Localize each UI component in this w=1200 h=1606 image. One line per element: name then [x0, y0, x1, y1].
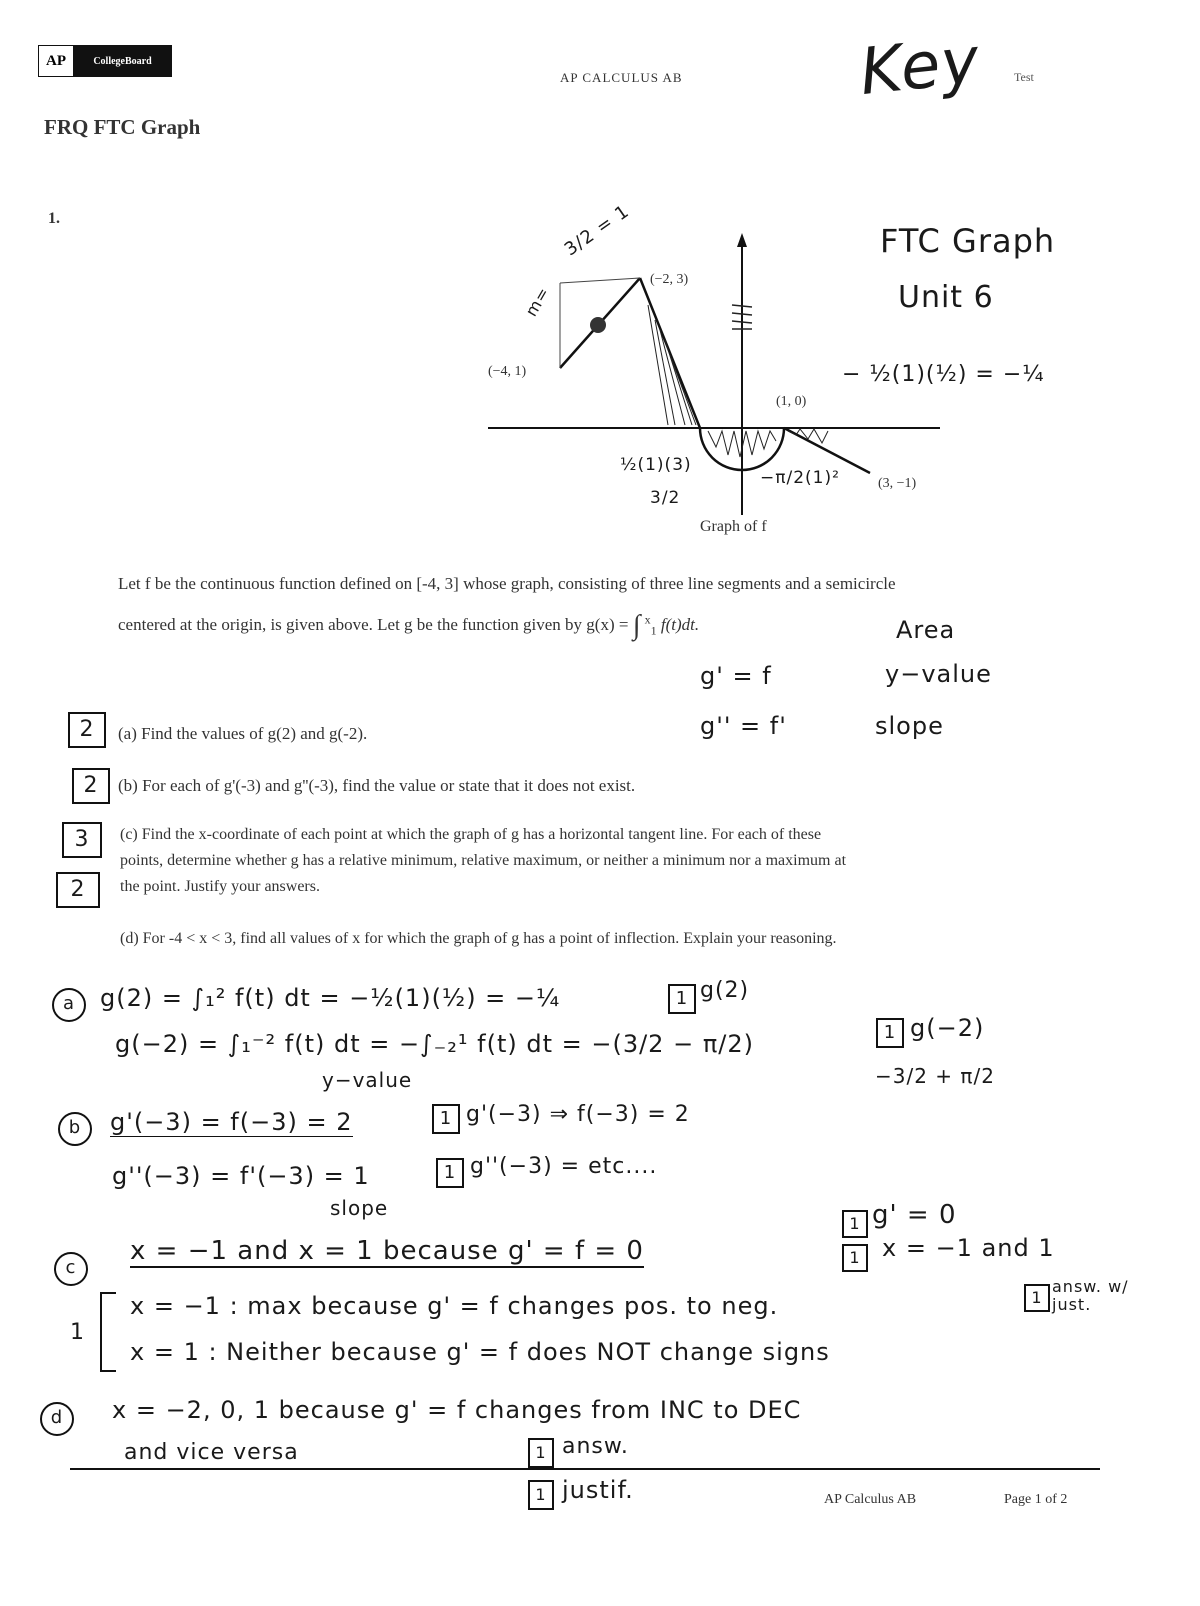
label-p1: (−4, 1): [488, 364, 527, 379]
answer-a-line-1: g(2) = ∫₁² f(t) dt = −½(1)(½) = −¼: [100, 984, 561, 1012]
part-c-points-2: 2: [56, 872, 100, 908]
part-b-points: 2: [72, 768, 110, 804]
graph-caption: Graph of f: [700, 518, 767, 535]
triangle-value-note: 3/2: [650, 488, 681, 508]
part-c-line-3: the point. Justify your answers.: [120, 878, 320, 895]
answer-d-line-1: x = −2, 0, 1 because g' = f changes from INC to DEC: [112, 1396, 802, 1424]
answer-b-circle: b: [58, 1112, 92, 1146]
answer-a1-box: 1: [668, 984, 696, 1014]
test-label: Test: [1014, 70, 1034, 84]
part-a-text: (a) Find the values of g(2) and g(-2).: [118, 724, 368, 743]
logo-ap: AP: [39, 46, 74, 76]
answer-c-note-3: answ. w/ just.: [1052, 1277, 1129, 1314]
part-c-line-1: (c) Find the x-coordinate of each point at which the graph of g has a horizontal tangent line. For each of these: [120, 826, 822, 843]
answer-c-box-2: 1: [842, 1244, 868, 1272]
page-title: FRQ FTC Graph: [44, 115, 201, 139]
slope-helper: [560, 278, 640, 283]
triangle-shading: [648, 305, 696, 425]
course-header: AP CALCULUS AB: [560, 70, 683, 85]
answer-d-note-1: answ.: [562, 1434, 629, 1459]
footer-page: Page 1 of 2: [1004, 1492, 1068, 1507]
answer-a-line-2: g(−2) = ∫₁⁻² f(t) dt = −∫₋₂¹ f(t) dt = −(3/2 − π/2): [115, 1030, 754, 1058]
integral-lower: 1: [650, 623, 657, 638]
question-number: 1.: [48, 210, 60, 227]
segment-2: [640, 278, 700, 428]
answer-c-bracket: [100, 1292, 116, 1372]
answer-c-line-2: x = −1 : max because g' = f changes pos. to neg.: [130, 1292, 779, 1320]
part-c-line-2: points, determine whether g has a relative minimum, relative maximum, or neither a minimum nor a maximum at: [120, 852, 847, 869]
y-axis-arrow: [737, 233, 747, 247]
answer-c-circle: c: [54, 1252, 88, 1286]
label-p3: (1, 0): [776, 394, 807, 409]
answer-a2-box: 1: [876, 1018, 904, 1048]
part-c-points-1: 3: [62, 822, 102, 858]
answer-b-line-1: g'(−3) = f(−3) = 2: [110, 1108, 353, 1136]
point-dot: [590, 317, 606, 333]
yvalue-note: y−value: [885, 660, 992, 688]
answer-c-box-3: 1: [1024, 1284, 1050, 1312]
problem-line-1: Let f be the continuous function defined on [-4, 3] whose graph, consisting of three line segments and a semicircle: [118, 574, 896, 593]
answer-c-box-1: 1: [842, 1210, 868, 1238]
answer-c-line-3: x = 1 : Neither because g' = f does NOT change signs: [130, 1338, 830, 1366]
answer-d-rule: [70, 1468, 1100, 1470]
answer-b-slope: slope: [330, 1196, 389, 1220]
triangle-area-note: ½(1)(3): [620, 455, 692, 475]
unit-note: Unit 6: [898, 280, 994, 315]
label-p2: (−2, 3): [650, 272, 689, 287]
answer-c-note-1: g' = 0: [872, 1200, 957, 1230]
segment-3: [784, 428, 870, 473]
answer-d-box-1: 1: [528, 1438, 554, 1468]
logo-collegeboard: CollegeBoard: [74, 46, 171, 76]
answer-a2-result: −3/2 + π/2: [875, 1064, 995, 1088]
m-note: m=: [521, 283, 554, 320]
semicircle-area-note: −π/2(1)²: [760, 468, 840, 488]
answer-b2-box: 1: [436, 1158, 464, 1188]
answer-a-circle: a: [52, 988, 86, 1022]
answer-c-mark: 1: [70, 1320, 85, 1345]
problem-line-2: [118, 610, 699, 642]
answer-c-line-1: x = −1 and x = 1 because g' = f = 0: [130, 1236, 644, 1266]
answer-a1-note: g(2): [700, 978, 750, 1003]
gdoubleprime-note: g'' = f': [700, 712, 787, 740]
slope-note: 3/2 = 1: [560, 200, 634, 261]
label-p4: (3, −1): [878, 476, 917, 491]
answer-b1-note: g'(−3) ⇒ f(−3) = 2: [466, 1102, 690, 1127]
area-calc-note: − ½(1)(½) = −¼: [842, 362, 1045, 387]
answer-d-circle: d: [40, 1402, 74, 1436]
answer-d-line-2: and vice versa: [124, 1440, 299, 1465]
ap-collegeboard-logo: [38, 45, 172, 77]
footer-course: AP Calculus AB: [824, 1492, 917, 1507]
answer-b2-note: g''(−3) = etc....: [470, 1154, 658, 1179]
problem-line-2b: f(t)dt.: [660, 614, 700, 634]
ftc-graph-note: FTC Graph: [880, 222, 1056, 260]
part-d-text: (d) For -4 < x < 3, find all values of x for which the graph of g has a point of inflection. Explain your reasoning.: [120, 930, 837, 947]
answer-d-note-2: justif.: [562, 1476, 634, 1504]
slope-note-2: slope: [875, 712, 944, 740]
part-b-text: (b) For each of g'(-3) and g''(-3), find the value or state that it does not exist.: [118, 776, 636, 795]
answer-b-yvalue: y−value: [322, 1068, 413, 1092]
answer-a2-note: g(−2): [910, 1014, 985, 1042]
part-a-points: 2: [68, 712, 106, 748]
answer-b-line-2: g''(−3) = f'(−3) = 1: [112, 1162, 370, 1190]
area-note: Area: [896, 616, 956, 644]
answer-c-note-2: x = −1 and 1: [882, 1234, 1055, 1262]
problem-line-2a: centered at the origin, is given above. Let g be the function given by g(x) =: [118, 614, 633, 634]
key-handwritten: Key: [856, 23, 984, 111]
answer-b1-box: 1: [432, 1104, 460, 1134]
integral-sign: ∫: [632, 610, 641, 641]
integral-upper: x: [644, 612, 651, 627]
gprime-note: g' = f: [700, 662, 772, 690]
answer-d-box-2: 1: [528, 1480, 554, 1510]
